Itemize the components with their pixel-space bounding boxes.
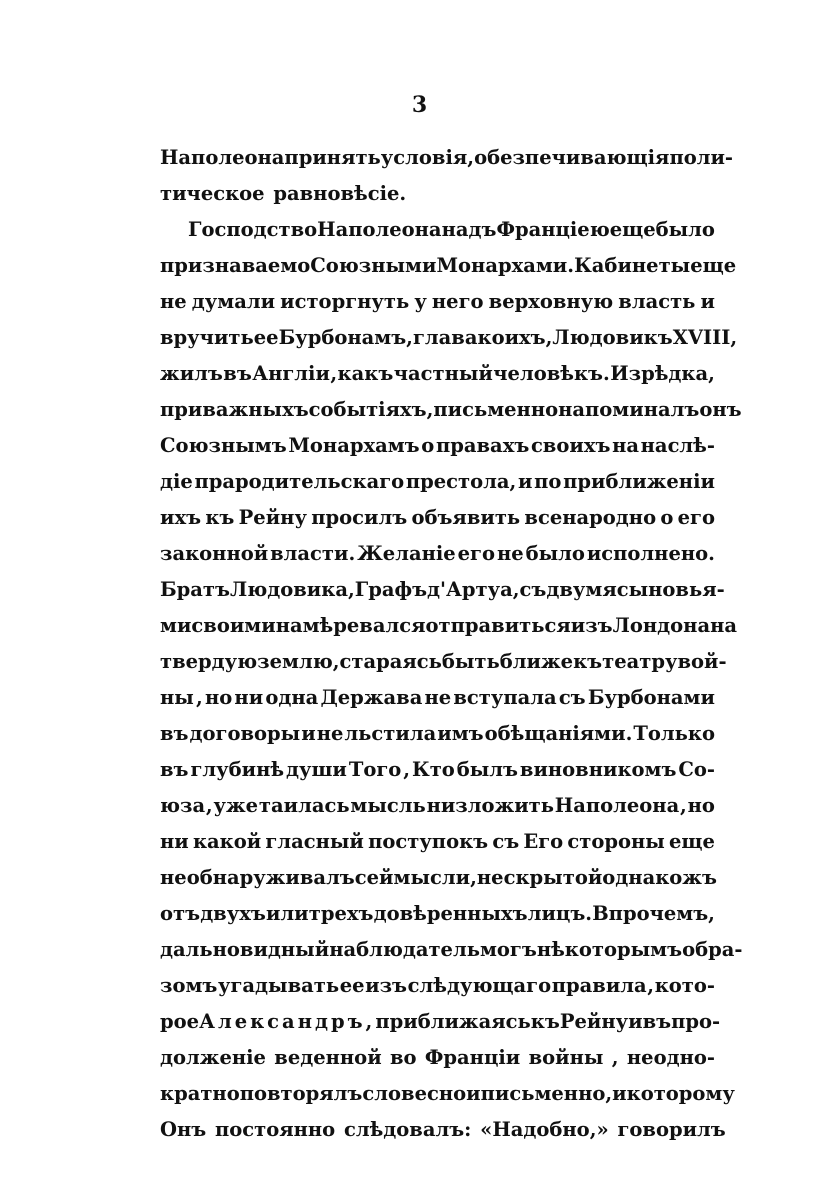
word: ее (253, 326, 279, 349)
text-line (160, 1040, 715, 1076)
word: напоминалъ (558, 398, 700, 421)
word: и (466, 1082, 481, 1105)
word: XVIII, (672, 326, 738, 349)
word: и (301, 722, 316, 745)
word: не (316, 722, 344, 745)
word: съ (519, 578, 547, 601)
word: вступала (453, 686, 557, 709)
word: рое (160, 1010, 200, 1033)
word: жилъ (160, 362, 223, 385)
word: стараясь (339, 650, 442, 673)
page-number: 3 (411, 92, 429, 118)
word: ее (339, 974, 365, 997)
word: своихъ (530, 434, 611, 457)
word: про- (671, 1010, 721, 1033)
text-line (160, 140, 734, 176)
body-text (160, 140, 743, 1148)
word: Со- (678, 758, 715, 781)
text-line (160, 788, 715, 824)
word: угадывать (217, 974, 340, 997)
word: кратно (160, 1082, 240, 1105)
word: событіяхъ, (308, 398, 434, 421)
word: , (470, 866, 477, 889)
word: лицъ. (527, 902, 593, 925)
text-line (160, 284, 715, 320)
word: ны (160, 686, 194, 709)
text-line (160, 320, 738, 356)
word: двумя (546, 578, 617, 601)
word: стороны (567, 830, 665, 853)
word: него (431, 290, 484, 313)
word: Наполеона (160, 146, 285, 169)
word: и (628, 1010, 643, 1033)
word: еще (609, 218, 656, 241)
word: Союзными (310, 254, 437, 277)
word: и (518, 470, 533, 493)
word: ихъ (160, 506, 202, 529)
word: съ (492, 830, 520, 853)
word: театру (602, 650, 678, 673)
word: коихъ, (477, 326, 553, 349)
word: веденной (274, 1046, 382, 1069)
word: но (204, 686, 233, 709)
word: вручить (160, 326, 254, 349)
word: на (612, 434, 639, 457)
word: Его (523, 830, 564, 853)
word: Кто (411, 758, 455, 781)
word: Графъ (354, 578, 428, 601)
word: имъ (437, 722, 484, 745)
word: низложить (426, 794, 554, 817)
word: былъ (456, 758, 518, 781)
word: Того (348, 758, 402, 781)
text-line (160, 464, 715, 500)
word: Господство (188, 218, 318, 241)
word: землю, (257, 650, 340, 673)
word: , (647, 974, 655, 997)
word: просилъ (311, 506, 408, 529)
word: во (390, 1046, 417, 1069)
word: верховную (488, 290, 614, 313)
word: Кабинеты (574, 254, 691, 277)
word: д'Артуа (427, 578, 513, 601)
text-line (160, 1112, 726, 1148)
word: о (660, 506, 674, 529)
word: , (611, 1046, 619, 1069)
word: было (655, 218, 715, 241)
word: Братъ (160, 578, 230, 601)
word: постоянно (214, 1118, 336, 1141)
word: наслѣ- (640, 434, 715, 457)
word: Впрочемъ, (592, 902, 715, 925)
word: къ (573, 650, 603, 673)
word: правахъ (435, 434, 530, 457)
word: льстила (344, 722, 437, 745)
word: которому (626, 1082, 735, 1105)
text-line (160, 824, 715, 860)
word: не (424, 686, 452, 709)
word: , (196, 686, 203, 709)
word: двухъ (200, 902, 266, 925)
word: Держава (320, 686, 423, 709)
word: мысль (350, 794, 426, 817)
word: Только (633, 722, 715, 745)
word: объявить (411, 506, 521, 529)
word: довѣренныхъ (373, 902, 528, 925)
word: по (534, 470, 562, 493)
text-line (160, 500, 715, 536)
word: гласный (265, 830, 364, 853)
word: изъ (570, 614, 613, 637)
word: долженіе (160, 1046, 266, 1069)
word: обѣщаніями. (484, 722, 633, 745)
text-line (160, 428, 715, 464)
word: одна (265, 686, 319, 709)
text-line (160, 752, 715, 788)
word: , (680, 794, 687, 817)
word: Онъ (160, 1118, 207, 1141)
word: какой (192, 830, 262, 853)
word: Франціею (496, 218, 610, 241)
word: въ (160, 758, 189, 781)
word: престола, (405, 470, 517, 493)
text-line (160, 248, 737, 284)
word: мысли (393, 866, 471, 889)
word: у (414, 290, 427, 313)
text-line (160, 680, 715, 716)
word: , (512, 578, 520, 601)
word: говорилъ (617, 1118, 726, 1141)
word: еще (690, 254, 737, 277)
text-line (160, 356, 715, 392)
word: Монархами. (436, 254, 575, 277)
text-line (160, 896, 715, 932)
word: въ (642, 1010, 672, 1033)
word: Бурбонами (587, 686, 715, 709)
word: частный (393, 362, 493, 385)
word: законной (160, 542, 269, 565)
word: поли- (669, 146, 734, 169)
word: Англіи (252, 362, 330, 385)
word: власти. (270, 542, 356, 565)
word: и (700, 290, 715, 313)
word: къ (530, 1010, 560, 1033)
word: но (687, 794, 715, 817)
word: Людовикъ (552, 326, 673, 349)
text-line (160, 176, 715, 212)
word: ни (234, 686, 264, 709)
text-line (160, 716, 715, 752)
word: Бурбонамъ, (278, 326, 413, 349)
word: прародительскаго (194, 470, 405, 493)
word: условія, (380, 146, 475, 169)
word: уже (213, 794, 259, 817)
word: думали (191, 290, 276, 313)
word: обнаруживалъ (186, 866, 355, 889)
word: , (205, 794, 213, 817)
word: Франціи (424, 1046, 521, 1069)
word: намѣревался (275, 614, 426, 637)
word: Александръ, (199, 1010, 376, 1033)
word: власть (618, 290, 696, 313)
word: въ (160, 722, 189, 745)
word: скрытой (503, 866, 603, 889)
text-line (160, 1076, 735, 1112)
word: надъ (441, 218, 497, 241)
word: Рейну (238, 506, 307, 529)
text-line (160, 932, 743, 968)
word: слѣдовалъ: (343, 1118, 472, 1141)
word: договоры (189, 722, 301, 745)
word: сыновья- (616, 578, 725, 601)
word: глава (412, 326, 478, 349)
word: Желаніе (357, 542, 456, 565)
word: трехъ (308, 902, 374, 925)
word: исторгнуть (280, 290, 410, 313)
word: въ (223, 362, 252, 385)
word: наблюдатель (329, 938, 480, 961)
word: его (457, 542, 495, 565)
word: исполнено. (586, 542, 715, 565)
word: важныхъ (202, 398, 309, 421)
word: Изрѣдка, (610, 362, 715, 385)
word: не (160, 290, 187, 313)
word: дальновидный (160, 938, 330, 961)
word: или (265, 902, 309, 925)
word: съ (558, 686, 586, 709)
text-line (160, 644, 727, 680)
text-line (160, 860, 715, 896)
word: быть (441, 650, 500, 673)
word: войны (528, 1046, 604, 1069)
word: и (612, 1082, 627, 1105)
word: поступокъ (368, 830, 489, 853)
text-line (160, 968, 715, 1004)
word: изъ (365, 974, 408, 997)
word: словесно (362, 1082, 467, 1105)
word: обезпечивающія (474, 146, 670, 169)
word: ближе (499, 650, 574, 673)
word: таилась (258, 794, 350, 817)
word: отъ (160, 902, 201, 925)
word: діе (160, 470, 193, 493)
word: всенародно (524, 506, 657, 529)
word: онъ (699, 398, 742, 421)
word: не (476, 866, 504, 889)
word: о (421, 434, 435, 457)
word: на (710, 614, 737, 637)
word: могъ (479, 938, 537, 961)
word: своими (191, 614, 276, 637)
text-line (160, 536, 715, 572)
word: нѣкоторымъ (536, 938, 683, 961)
word: слѣдующаго (407, 974, 552, 997)
text-line (160, 572, 725, 608)
word: вой- (677, 650, 727, 673)
word: какъ (337, 362, 394, 385)
word: твердую (160, 650, 258, 673)
word: обра- (682, 938, 743, 961)
word: тическое (160, 182, 265, 205)
word: равновѣсіе. (273, 182, 407, 205)
word: сей (354, 866, 394, 889)
word: Лондона (612, 614, 711, 637)
word: было (525, 542, 585, 565)
word: виновникомъ (519, 758, 677, 781)
text-line (160, 392, 742, 428)
word: однакожъ (602, 866, 717, 889)
word: Наполеона (554, 794, 680, 817)
word: человѣкъ. (493, 362, 610, 385)
text-line (160, 212, 715, 248)
word: не (496, 542, 524, 565)
word: , (403, 758, 411, 781)
word: зомъ (160, 974, 218, 997)
word: души (286, 758, 347, 781)
word: Людовика, (229, 578, 355, 601)
word: , (330, 362, 338, 385)
word: отправиться (425, 614, 571, 637)
word: глубинѣ (190, 758, 285, 781)
word: письменно, (480, 1082, 613, 1105)
word: его (677, 506, 715, 529)
word: не (160, 866, 187, 889)
word: неодно- (626, 1046, 715, 1069)
word: повторялъ (239, 1082, 363, 1105)
word: «Надобно,» (480, 1118, 609, 1141)
word: ни (160, 830, 189, 853)
word: приближеніи (563, 470, 715, 493)
word: ми (160, 614, 192, 637)
word: письменно (433, 398, 559, 421)
word: кото- (654, 974, 715, 997)
word: при (160, 398, 203, 421)
word: Монархамъ (288, 434, 420, 457)
text-line (160, 608, 737, 644)
word: приближаясь (375, 1010, 531, 1033)
word: признаваемо (160, 254, 311, 277)
word: еще (669, 830, 715, 853)
text-line (160, 1004, 721, 1040)
word: юза (160, 794, 206, 817)
word: Наполеона (317, 218, 442, 241)
word: Рейну (559, 1010, 629, 1033)
word: правила (551, 974, 647, 997)
word: принять (284, 146, 381, 169)
word: къ (205, 506, 235, 529)
word: Союзнымъ (160, 434, 287, 457)
